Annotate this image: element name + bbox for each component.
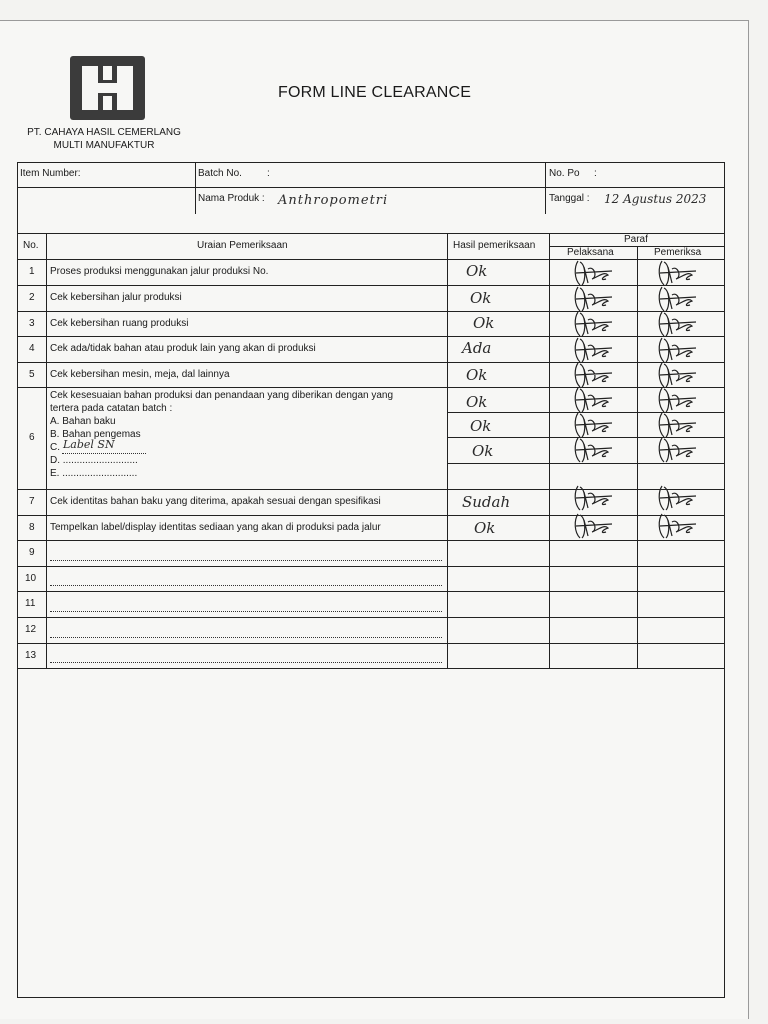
form-frame (17, 162, 725, 998)
grid-line (46, 233, 47, 668)
row-description: Cek kebersihan jalur produksi (50, 292, 182, 303)
result-value: Ok (470, 417, 492, 435)
grid-line (17, 233, 725, 234)
pelaksana-signature (572, 436, 616, 464)
grid-line (17, 515, 725, 516)
row-number: 12 (25, 624, 37, 635)
grid-line (17, 591, 725, 592)
pelaksana-signature (572, 259, 616, 287)
result-value: Ok (473, 314, 495, 332)
pemeriksa-signature (656, 285, 700, 313)
tanggal-label: Tanggal : (549, 193, 590, 204)
sub-item-e: E. ........................... (50, 468, 138, 479)
company-logo (70, 56, 145, 120)
pemeriksa-signature (656, 436, 700, 464)
company-name-line2: MULTI MANUFAKTUR (53, 140, 155, 151)
empty-entry-line (50, 560, 442, 561)
col-header-no: No. (23, 240, 39, 251)
sub-item-c-prefix: C. (50, 442, 60, 453)
row-number: 2 (29, 292, 35, 303)
grid-line (17, 311, 725, 312)
row-description: Proses produksi menggunakan jalur produksi No. (50, 266, 269, 277)
grid-line (17, 540, 725, 541)
row-number: 6 (29, 432, 35, 443)
grid-line (17, 566, 725, 567)
col-header-uraian: Uraian Pemeriksaan (197, 240, 288, 251)
pemeriksa-signature (656, 259, 700, 287)
grid-line (17, 336, 725, 337)
result-value: Sudah (462, 493, 511, 511)
batch-no-label: Batch No. (198, 168, 242, 179)
form-title: FORM LINE CLEARANCE (278, 84, 472, 101)
sub-item-a: A. Bahan baku (50, 416, 116, 427)
sub-item-b: B. Bahan pengemas (50, 429, 141, 440)
empty-entry-line (50, 637, 442, 638)
row-description-line1: Cek kesesuaian bahan produksi dan penandaan yang diberikan dengan yang (50, 390, 394, 401)
company-name-line1: PT. CAHAYA HASIL CEMERLANG (27, 127, 181, 138)
batch-no-colon: : (267, 168, 270, 179)
pemeriksa-signature (656, 310, 700, 338)
result-value: Ok (470, 289, 492, 307)
grid-line (17, 187, 725, 188)
sub-item-c-dotline (62, 453, 146, 454)
result-value: Ok (466, 393, 488, 411)
col-header-pelaksana: Pelaksana (567, 247, 614, 258)
po-label: No. Po (549, 168, 580, 179)
grid-line (17, 362, 725, 363)
row-number: 4 (29, 343, 35, 354)
pemeriksa-signature (656, 386, 700, 414)
sub-item-d: D. ........................... (50, 455, 138, 466)
pelaksana-signature (572, 386, 616, 414)
pemeriksa-signature (656, 411, 700, 439)
row-number: 9 (29, 547, 35, 558)
result-value: Ok (466, 262, 488, 280)
result-value: Ok (472, 442, 494, 460)
row-number: 8 (29, 522, 35, 533)
po-colon: : (594, 168, 597, 179)
empty-entry-line (50, 611, 442, 612)
row-number: 11 (25, 598, 36, 609)
row-description: Cek ada/tidak bahan atau produk lain yang akan di produksi (50, 343, 316, 354)
grid-line (17, 668, 725, 669)
nama-produk-label: Nama Produk : (198, 193, 265, 204)
company-name (14, 126, 194, 152)
row-number: 3 (29, 318, 35, 329)
pelaksana-signature (572, 484, 616, 512)
result-value: Ada (462, 339, 492, 357)
row-number: 10 (25, 573, 37, 584)
pelaksana-signature (572, 361, 616, 389)
row-number: 7 (29, 496, 35, 507)
grid-line (195, 162, 196, 214)
sub-item-c-value: Label SN (63, 438, 115, 451)
grid-line (17, 617, 725, 618)
tanggal-value: 12 Agustus 2023 (604, 192, 707, 206)
row-number: 1 (29, 266, 35, 277)
col-header-paraf: Paraf (624, 234, 648, 245)
pemeriksa-signature (656, 512, 700, 540)
pelaksana-signature (572, 336, 616, 364)
row-description: Cek kebersihan mesin, meja, dal lainnya (50, 369, 230, 380)
grid-line (637, 246, 638, 668)
pelaksana-signature (572, 285, 616, 313)
result-value: Ok (474, 519, 496, 537)
row-description: Cek kebersihan ruang produksi (50, 318, 189, 329)
grid-line (549, 233, 550, 668)
grid-line (17, 259, 725, 260)
grid-line (17, 285, 725, 286)
grid-line (545, 162, 546, 214)
col-header-hasil: Hasil pemeriksaan (453, 240, 536, 251)
pemeriksa-signature (656, 336, 700, 364)
row-description-line2: tertera pada catatan batch : (50, 403, 173, 414)
empty-entry-line (50, 662, 442, 663)
result-value: Ok (466, 366, 488, 384)
pelaksana-signature (572, 411, 616, 439)
pemeriksa-signature (656, 361, 700, 389)
row-number: 13 (25, 650, 37, 661)
row-number: 5 (29, 369, 35, 380)
grid-line (447, 233, 448, 668)
row-description: Cek identitas bahan baku yang diterima, apakah sesuai dengan spesifikasi (50, 496, 381, 507)
grid-line (17, 643, 725, 644)
pelaksana-signature (572, 512, 616, 540)
nama-produk-value: Anthropometri (278, 193, 389, 208)
grid-line (17, 387, 725, 388)
col-header-pemeriksa: Pemeriksa (654, 247, 702, 258)
row-description: Tempelkan label/display identitas sediaan yang akan di produksi pada jalur (50, 522, 381, 533)
pelaksana-signature (572, 310, 616, 338)
grid-line (17, 489, 725, 490)
empty-entry-line (50, 585, 442, 586)
pemeriksa-signature (656, 484, 700, 512)
item-number-label: Item Number: (20, 168, 81, 179)
